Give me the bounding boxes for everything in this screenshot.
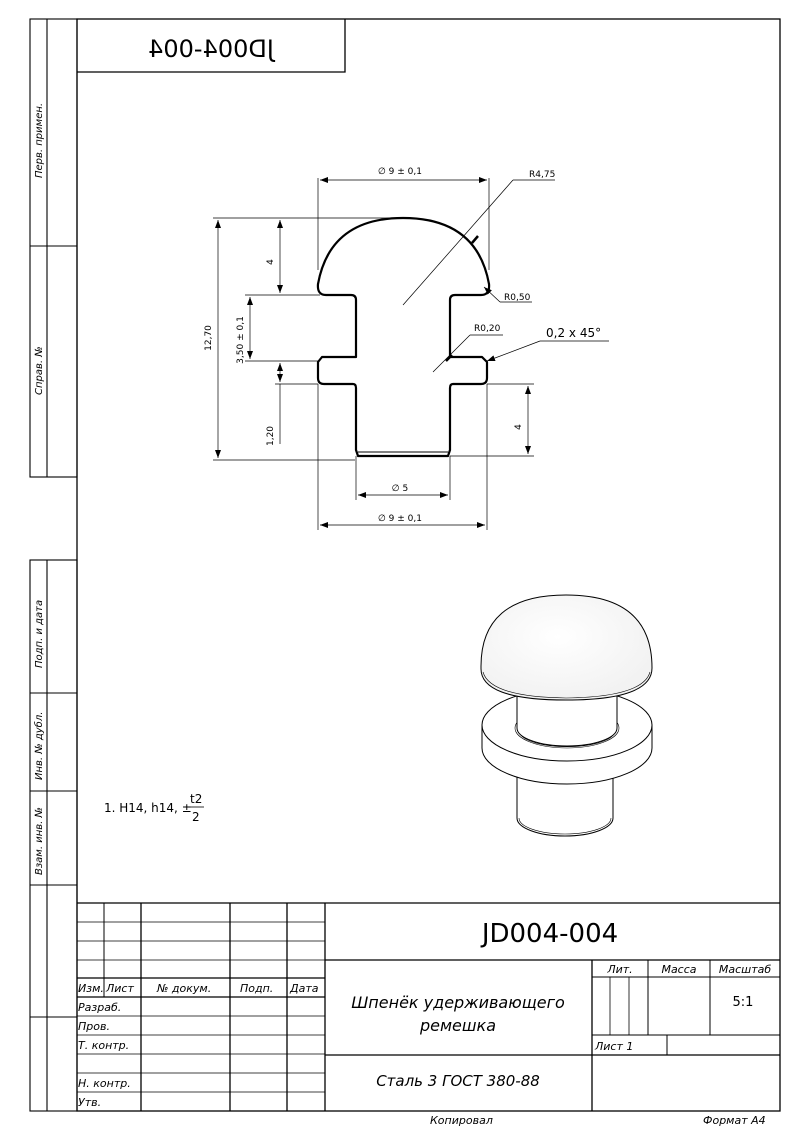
col-podp: Подп. [240, 982, 274, 995]
part-head [318, 218, 489, 456]
part-name-line1: Шпенёк удерживающего [351, 993, 565, 1012]
dim-collar-diameter: ∅ 9 ± 0,1 [377, 514, 423, 524]
side-label-perv-primen: Перв. примен. [34, 102, 45, 178]
side-label-sprav-no: Справ. № [34, 346, 45, 395]
copied-label: Копировал [430, 1114, 493, 1127]
part-name-line2: ремешка [419, 1016, 497, 1035]
dim-right-height: 4 [514, 424, 524, 430]
designation: JD004-004 [481, 919, 619, 949]
dim-head-radius: R4,75 [529, 170, 556, 180]
dim-head-height: 4 [266, 259, 276, 265]
col-list: Лист [106, 982, 134, 995]
tolerance-note [104, 792, 204, 824]
dim-shank-length: 3,50 ± 0,1 [236, 316, 246, 364]
massa-label: Масса [661, 963, 697, 976]
part-isometric-view [481, 595, 652, 836]
dim-total-height: 12,70 [204, 325, 214, 351]
row-prov: Пров. [78, 1020, 110, 1033]
note-frac-num: t2 [190, 792, 203, 806]
row-nkontr: Н. контр. [78, 1077, 131, 1090]
row-utv: Утв. [78, 1096, 102, 1109]
masshtab-label: Масштаб [718, 963, 772, 976]
note-frac-den: 2 [192, 810, 200, 824]
format-label: Формат A4 [703, 1114, 766, 1127]
lit-label: Лит. [607, 963, 633, 976]
row-tkontr: Т. контр. [78, 1039, 130, 1052]
scale-value: 5:1 [732, 995, 754, 1010]
col-izm: Изм. [78, 982, 104, 995]
sheet-frame [77, 19, 780, 1111]
mirrored-code: JD004-004 [148, 35, 274, 63]
dim-stub-length: 1,20 [266, 425, 276, 447]
side-label-inv-dubl: Инв. № дубл. [34, 711, 45, 780]
material: Сталь 3 ГОСТ 380-88 [376, 1072, 540, 1090]
dimension-lines [213, 178, 609, 530]
side-label-podp-data: Подп. и дата [34, 599, 45, 668]
row-razrab: Разраб. [78, 1001, 122, 1014]
dim-fillet-r050: R0,50 [504, 293, 531, 303]
part-front-view [318, 218, 489, 456]
note-text: 1. H14, h14, ± [104, 801, 192, 815]
mirrored-code-box [77, 19, 345, 72]
dim-chamfer: 0,2 x 45° [546, 326, 602, 340]
col-data: Дата [290, 982, 319, 995]
sheet-number: Лист 1 [595, 1040, 634, 1053]
col-dokum: № докум. [157, 982, 212, 995]
dim-stub-diameter: ∅ 5 [391, 484, 409, 494]
dim-fillet-r020: R0,20 [474, 324, 501, 334]
side-label-vzam-inv: Взам. инв. № [34, 807, 45, 875]
dim-head-diameter: ∅ 9 ± 0,1 [377, 167, 423, 177]
side-strip [30, 19, 77, 1111]
